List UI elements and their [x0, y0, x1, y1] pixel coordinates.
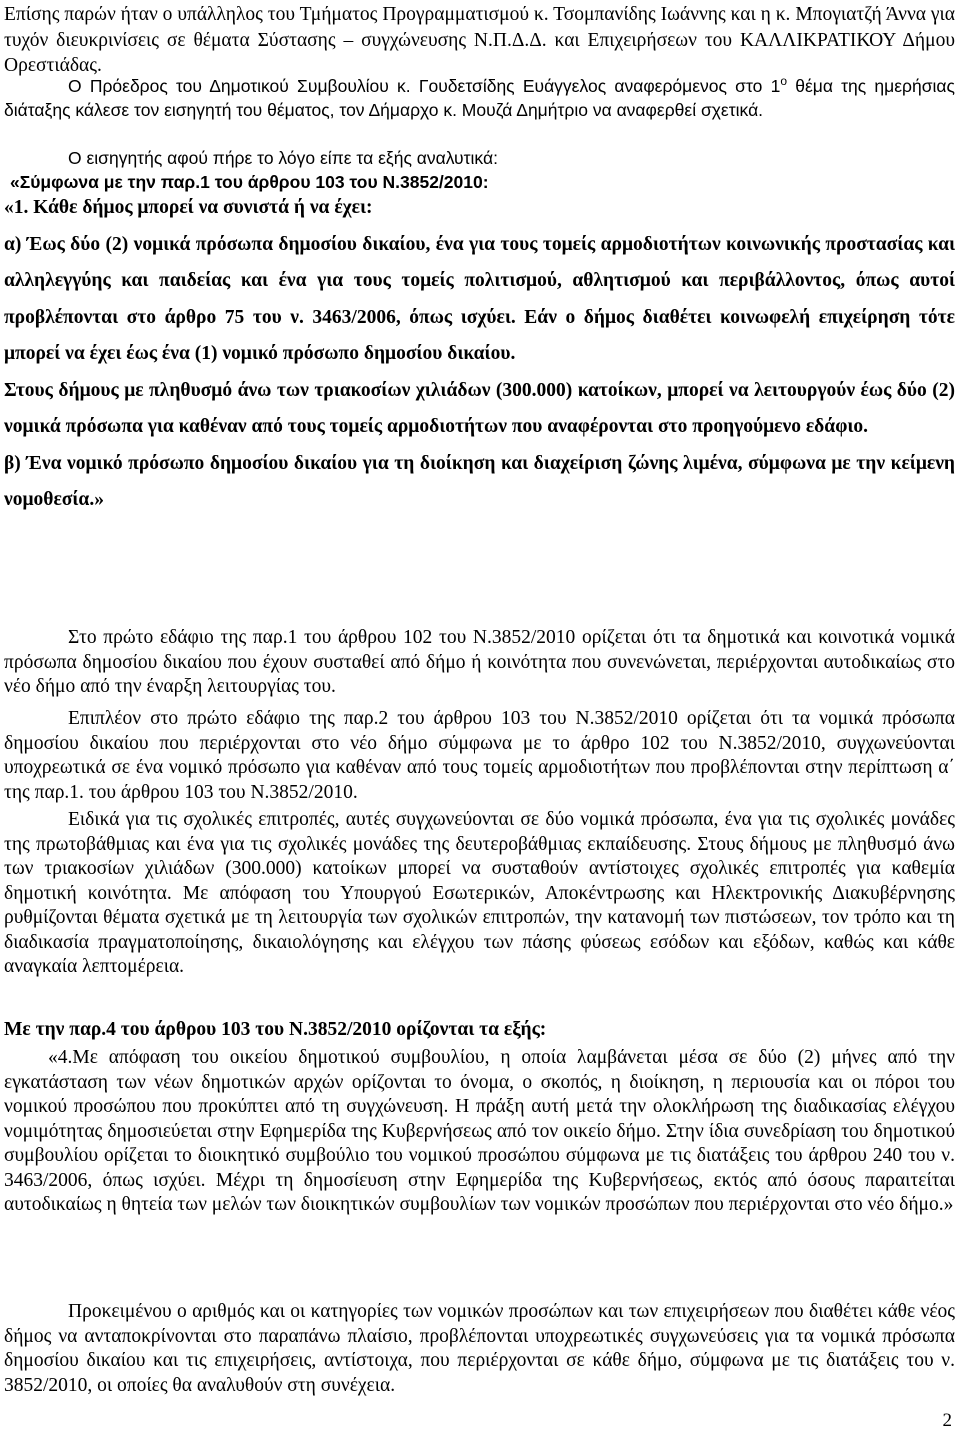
body-article-103-par4-heading: Με την παρ.4 του άρθρου 103 του Ν.3852/2010 ορίζονται τα εξής: [4, 1019, 547, 1040]
quoted-law-item-a-continued: Στους δήμους με πληθυσμό άνω των τριακοσίων χιλιάδων (300.000) κατοίκων, μπορεί να λειτουργούν έως δύο (2) νομικά πρόσωπα για καθέναν από τους τομείς αρμοδιοτήτων που αναφέρονται στο προηγούμενο εδάφιο. [4, 379, 955, 437]
intro-reference-text: «Σύμφωνα με την παρ.1 του άρθρου 103 του Ν.3852/2010: [10, 172, 489, 192]
body-paragraph-article-103-par2 [4, 707, 955, 805]
intro-attendees-text: Επίσης παρών ήταν ο υπάλληλος του Τμήματος Προγραμματισμού κ. Τσομπανίδης Ιωάννης και η κ. Μπογιατζή Άννα για τυχόν διευκρινίσεις σε θέματα Σύστασης – συγχώνευσης Ν.Π.Δ.Δ. και Επιχειρήσεων του ΚΑΛΛΙΚΡΑΤΙΚΟΥ Δήμου Ορεστιάδας. [4, 4, 955, 76]
intro-paragraph-president [4, 74, 955, 122]
body-paragraph-school-committees [4, 808, 955, 980]
body-paragraph-article-103-par4-quote [4, 1046, 955, 1218]
page-number: 2 [942, 1410, 952, 1431]
intro-paragraph-rapporteur [4, 146, 955, 170]
intro-rapporteur-text: Ο εισηγητής αφού πήρε το λόγο είπε τα εξής αναλυτικά: [68, 148, 498, 168]
intro-president-text: Ο Πρόεδρος του Δημοτικού Συμβουλίου κ. Γουδετσίδης Ευάγγελος αναφερόμενος στο 1 [68, 76, 781, 96]
ordinal-superscript: ο [780, 74, 787, 89]
body-article-103-par2-text: Επιπλέον στο πρώτο εδάφιο της παρ.2 του άρθρου 103 του Ν.3852/2010 ορίζεται ότι τα νομικά πρόσωπα δημοσίου δικαίου που περιέρχονται στο νέο δήμο σύμφωνα με το άρθρο 102 του Ν.3852/2010, συγχωνεύονται υποχρεωτικά σε ένα νομικό πρόσωπο για καθέναν από τους τομείς αρμοδιοτήτων που προβλέπονται στην περίπτωση α΄ της παρ.1. του άρθρου 103 του Ν.3852/2010. [4, 708, 955, 803]
body-conclusion-text: Προκειμένου ο αριθμός και οι κατηγορίες των νομικών προσώπων και των επιχειρήσεων που διαθέτει κάθε νέος δήμος να ανταποκρίνονται στο παραπάνω πλαίσιο, προβλέπονται υποχρεωτικές συγχωνεύσεις για τα νομικά πρόσωπα δημοσίου δικαίου και τις επιχειρήσεις, αντίστοιχα, που περιέρχονται σε κάθε δήμο, σύμφωνα με τις διατάξεις του ν. 3852/2010, οι οποίες θα αναλυθούν στη συνέχεια. [4, 1301, 955, 1396]
body-heading-article-103-par4 [4, 1018, 955, 1043]
intro-paragraph-attendees [4, 2, 955, 79]
body-paragraph-article-102 [4, 626, 955, 700]
quoted-law-item-a: α) Έως δύο (2) νομικά πρόσωπα δημοσίου δικαίου, ένα για τους τομείς αρμοδιοτήτων κοινωνικής προστασίας και αλληλεγγύης και παιδείας και ένα για τους τομείς πολιτισμού, αθλητισμού και περιβάλλοντος, όπως αυτοί προβλέπονται στο άρθρο 75 του ν. 3463/2006, όπως ισχύει. Εάν ο δήμος διαθέτει κοινωφελή επιχείρηση τότε μπορεί να έχει έως ένα (1) νομικό πρόσωπο δημοσίου δικαίου. [4, 233, 955, 364]
body-school-committees-text: Ειδικά για τις σχολικές επιτροπές, αυτές συγχωνεύονται σε δύο νομικά πρόσωπα, ένα για τις σχολικές μονάδες της πρωτοβάθμιας και ένα για τις σχολικές μονάδες της δευτεροβάθμιας εκπαίδευσης. Στους δήμους με πληθυσμό άνω των τριακοσίων χιλιάδων (300.000) κατοίκων μπορεί να συσταθούν αντίστοιχες σχολικές επιτροπές για καθεμία δημοτική κοινότητα. Με απόφαση του Υπουργού Εσωτερικών, Αποκέντρωσης και Ηλεκτρονικής Διακυβέρνησης ρυθμίζονται θέματα σχετικά με τη λειτουργία των σχολικών επιτροπών, την κατανομή των πιστώσεων, τον τρόπο και τη διαδικασία πραγματοποίησης, δικαιολόγησης και ελέγχου των πάσης φύσεως εσόδων και εξόδων, καθώς και κάθε αναγκαία λεπτομέρεια. [4, 809, 955, 977]
quoted-law-item-b: β) Ένα νομικό πρόσωπο δημοσίου δικαίου για τη διοίκηση και διαχείριση ζώνης λιμένα, σύμφωνα με την κείμενη νομοθεσία.» [4, 452, 955, 510]
body-article-103-par4-quote-text: «4.Με απόφαση του οικείου δημοτικού συμβουλίου, η οποία λαμβάνεται μέσα σε δύο (2) μήνες από την εγκατάσταση των νέων δημοτικών αρχών ορίζονται το όνομα, ο σκοπός, η διοίκηση, η περιουσία και οι πόροι του νομικού προσώπου που προκύπτει από τη συγχώνευση. Η πράξη αυτή μετά την ολοκλήρωση της διαδικασίας ελέγχου νομιμότητας δημοσιεύεται στην Εφημερίδα της Κυβερνήσεως από τον οικείο δήμο. Στην ίδια συνεδρίαση του δημοτικού συμβουλίου ορίζεται το διοικητικό συμβούλιο του νομικού προσώπου σύμφωνα με τις διατάξεις του άρθρου 240 του ν. 3463/2006, όπως ισχύει. Μέχρι τη δημοσίευση στην Εφημερίδα της Κυβερνήσεως, εκτός από όσους παραιτείται αυτοδικαίως η θητεία των μελών των διοικητικών συμβουλίων των νομικών προσώπων που περιέρχονται στο νέο δήμο.» [4, 1047, 955, 1215]
intro-president-text-end: θέμα της ημερήσιας διάταξης κάλεσε τον εισηγητή του θέματος, τον Δήμαρχο κ. Μουζά Δημήτριο να αναφερθεί σχετικά. [4, 76, 955, 120]
quoted-law-heading: «1. Κάθε δήμος μπορεί να συνιστά ή να έχει: [4, 197, 373, 218]
body-paragraph-conclusion [4, 1300, 955, 1398]
body-article-102-text: Στο πρώτο εδάφιο της παρ.1 του άρθρου 102 του Ν.3852/2010 ορίζεται ότι τα δημοτικά και κοινοτικά νομικά πρόσωπα δημοσίου δικαίου που έχουν συσταθεί από δήμο ή κοινότητα που συνενώνεται, περιέρχονται αυτοδικαίως στο νέο δήμο από την έναρξη λειτουργίας του. [4, 627, 955, 697]
quoted-law-block [4, 190, 955, 519]
